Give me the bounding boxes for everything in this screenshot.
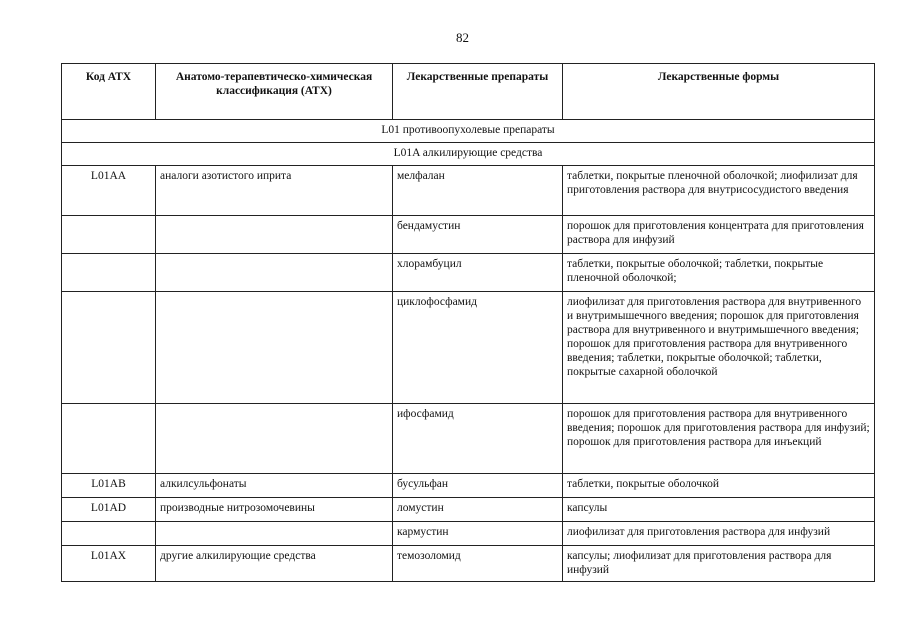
cell-forms: капсулы xyxy=(563,498,875,522)
cell-code: L01AX xyxy=(62,546,156,582)
cell-forms: таблетки, покрытые оболочкой; таблетки, покрытые пленочной оболочкой; xyxy=(563,254,875,292)
cell-code xyxy=(62,404,156,474)
cell-class xyxy=(156,292,393,404)
section-row xyxy=(62,143,875,166)
cell-drug: ифосфамид xyxy=(393,404,563,474)
table-row xyxy=(62,292,875,404)
cell-forms: таблетки, покрытые оболочкой xyxy=(563,474,875,498)
cell-class xyxy=(156,216,393,254)
table-header-row xyxy=(62,64,875,120)
cell-drug: бусульфан xyxy=(393,474,563,498)
header-forms: Лекарственные формы xyxy=(563,64,875,120)
cell-class xyxy=(156,254,393,292)
table-row xyxy=(62,474,875,498)
cell-class: производные нитрозомочевины xyxy=(156,498,393,522)
cell-forms: капсулы; лиофилизат для приготовления раствора для инфузий xyxy=(563,546,875,582)
cell-drug: хлорамбуцил xyxy=(393,254,563,292)
section-title-l01: L01 противоопухолевые препараты xyxy=(62,120,875,143)
cell-drug: бендамустин xyxy=(393,216,563,254)
cell-drug: ломустин xyxy=(393,498,563,522)
table-row xyxy=(62,166,875,216)
cell-class: алкилсульфонаты xyxy=(156,474,393,498)
cell-drug: циклофосфамид xyxy=(393,292,563,404)
table-row xyxy=(62,216,875,254)
table-row xyxy=(62,522,875,546)
cell-drug: мелфалан xyxy=(393,166,563,216)
table-row xyxy=(62,254,875,292)
cell-class: аналоги азотистого иприта xyxy=(156,166,393,216)
cell-class: другие алкилирующие средства xyxy=(156,546,393,582)
section-row xyxy=(62,120,875,143)
cell-forms: порошок для приготовления концентрата для приготовления раствора для инфузий xyxy=(563,216,875,254)
cell-code: L01AD xyxy=(62,498,156,522)
cell-class xyxy=(156,404,393,474)
cell-code xyxy=(62,216,156,254)
cell-forms: лиофилизат для приготовления раствора для инфузий xyxy=(563,522,875,546)
cell-class xyxy=(156,522,393,546)
atx-drug-table xyxy=(61,63,875,582)
header-classification: Анатомо-терапевтическо-химическая классификация (АТХ) xyxy=(156,64,393,120)
cell-forms: лиофилизат для приготовления раствора для внутривенного и внутримышечного введения; порошок для приготовления раствора для внутривенного и внутримышечного введения; порошок для приготовления раствора для внутривенного введения; таблетки, покрытые оболочкой; таблетки, покрытые сахарной оболочкой xyxy=(563,292,875,404)
header-code: Код АТХ xyxy=(62,64,156,120)
cell-code: L01AB xyxy=(62,474,156,498)
cell-forms: таблетки, покрытые пленочной оболочкой; лиофилизат для приготовления раствора для внутрисосудистого введения xyxy=(563,166,875,216)
cell-code xyxy=(62,292,156,404)
cell-drug: кармустин xyxy=(393,522,563,546)
header-drugs: Лекарственные препараты xyxy=(393,64,563,120)
cell-forms: порошок для приготовления раствора для внутривенного введения; порошок для приготовления раствора для инфузий; порошок для приготовления раствора для инъекций xyxy=(563,404,875,474)
cell-code xyxy=(62,254,156,292)
section-title-l01a: L01A алкилирующие средства xyxy=(62,143,875,166)
table-row xyxy=(62,546,875,582)
table-row xyxy=(62,498,875,522)
cell-code: L01AA xyxy=(62,166,156,216)
page-number: 82 xyxy=(456,30,469,45)
cell-code xyxy=(62,522,156,546)
cell-drug: темозоломид xyxy=(393,546,563,582)
table-row xyxy=(62,404,875,474)
